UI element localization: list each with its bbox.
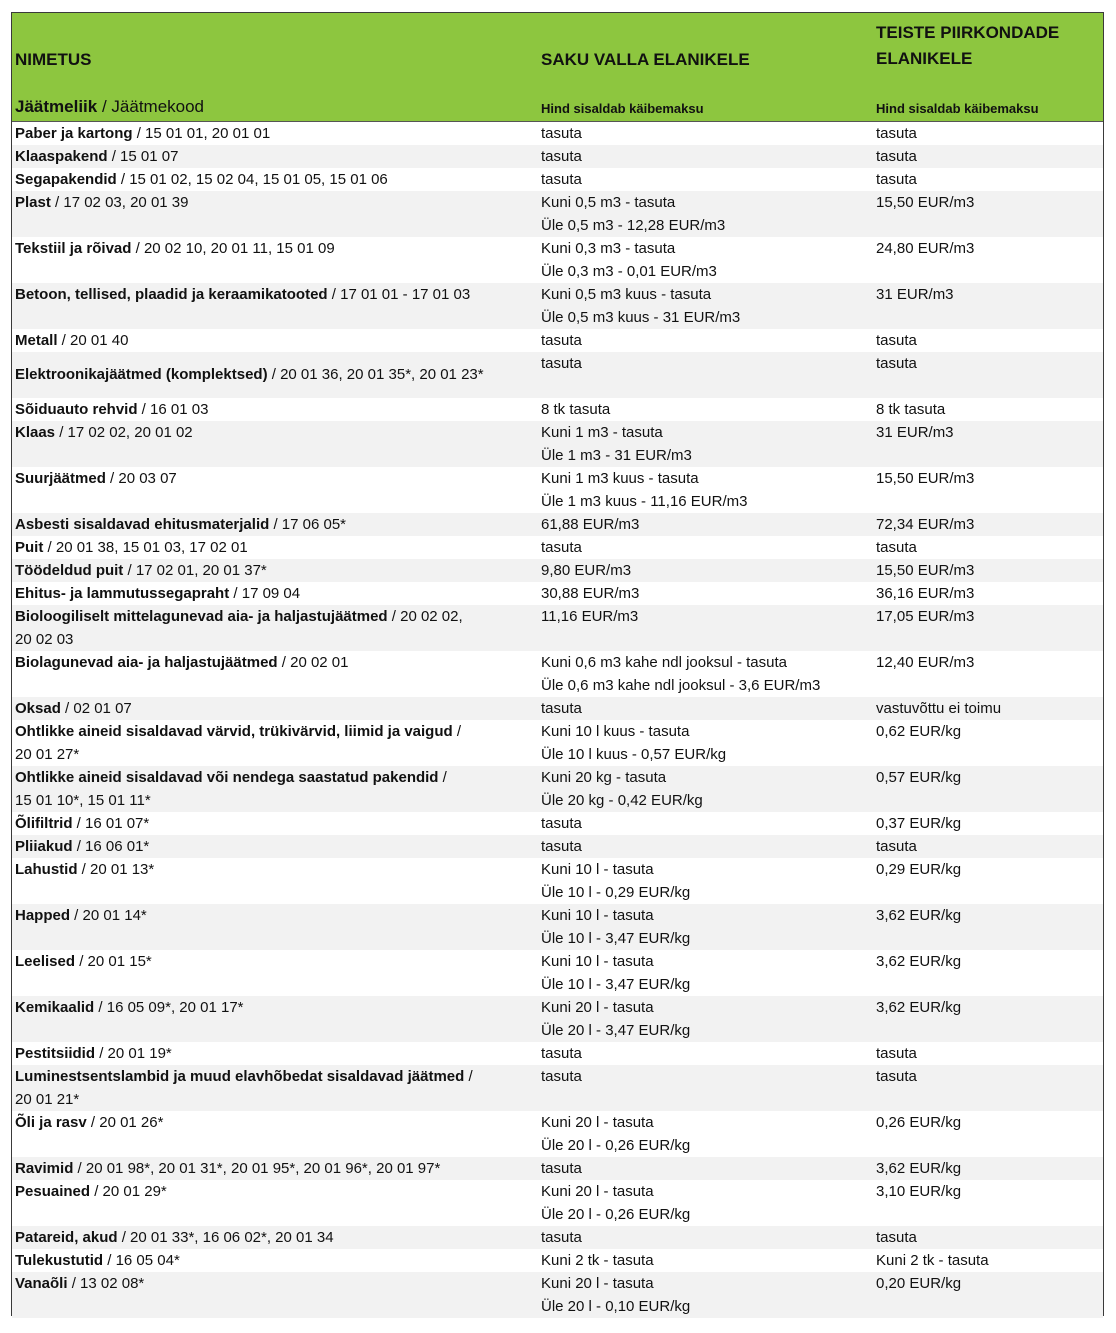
waste-name-cell bbox=[15, 605, 537, 651]
saku-price-cell: 30,88 EUR/m3 bbox=[541, 585, 640, 602]
waste-name-cell bbox=[15, 697, 537, 720]
other-region-price-cell: 15,50 EUR/m3 bbox=[876, 194, 975, 211]
table-row bbox=[12, 513, 1103, 536]
table-row bbox=[12, 835, 1103, 858]
saku-price-cell: Kuni 10 l - tasuta Üle 10 l - 0,29 EUR/kg bbox=[541, 861, 691, 901]
waste-code: / 16 01 07* bbox=[72, 815, 150, 832]
waste-type: Kemikaalid bbox=[15, 999, 95, 1016]
waste-name-cell bbox=[15, 283, 537, 306]
waste-name-cell bbox=[15, 720, 537, 766]
header-name-column bbox=[15, 13, 535, 121]
waste-type: Tekstiil ja rõivad bbox=[15, 240, 132, 257]
waste-type: Pestitsiidid bbox=[15, 1045, 96, 1062]
other-region-price-cell: 3,62 EUR/kg bbox=[876, 907, 962, 924]
other-region-price-cell: 72,34 EUR/m3 bbox=[876, 516, 975, 533]
waste-name-cell bbox=[15, 122, 537, 145]
saku-price-cell: tasuta bbox=[541, 1229, 582, 1246]
table-row bbox=[12, 536, 1103, 559]
table-row bbox=[12, 168, 1103, 191]
waste-type: Metall bbox=[15, 332, 58, 349]
table-row bbox=[12, 904, 1103, 950]
waste-name-cell bbox=[15, 191, 537, 214]
saku-price-cell: Kuni 0,5 m3 - tasuta Üle 0,5 m3 - 12,28 EUR/m3 bbox=[541, 194, 726, 234]
saku-price-cell: Kuni 0,6 m3 kahe ndl jooksul - tasuta Üle 0,6 m3 kahe ndl jooksul - 3,6 EUR/m3 bbox=[541, 654, 821, 694]
waste-code: / 20 02 10, 20 01 11, 15 01 09 bbox=[131, 240, 335, 257]
saku-price-cell: tasuta bbox=[541, 355, 582, 372]
waste-code: / 20 03 07 bbox=[105, 470, 177, 487]
other-region-price-cell: 36,16 EUR/m3 bbox=[876, 585, 975, 602]
table-row bbox=[12, 858, 1103, 904]
table-row bbox=[12, 697, 1103, 720]
saku-price-cell: Kuni 10 l - tasuta Üle 10 l - 3,47 EUR/kg bbox=[541, 907, 691, 947]
waste-code: / 20 01 36, 20 01 35*, 20 01 23* bbox=[267, 366, 484, 383]
table-row bbox=[12, 651, 1103, 697]
waste-name-cell bbox=[15, 950, 537, 973]
other-region-price-cell: 17,05 EUR/m3 bbox=[876, 608, 975, 625]
saku-price-cell: Kuni 20 l - tasuta Üle 20 l - 0,26 EUR/kg bbox=[541, 1183, 691, 1223]
waste-code: / 02 01 07 bbox=[60, 700, 132, 717]
header-saku-vat-note: Hind sisaldab käibemaksu bbox=[541, 101, 704, 116]
saku-price-cell: Kuni 20 l - tasuta Üle 20 l - 3,47 EUR/kg bbox=[541, 999, 691, 1039]
saku-price-cell: 9,80 EUR/m3 bbox=[541, 562, 632, 579]
table-row bbox=[12, 950, 1103, 996]
saku-price-cell: tasuta bbox=[541, 815, 582, 832]
waste-name-cell bbox=[15, 145, 537, 168]
waste-name-cell bbox=[15, 766, 537, 812]
waste-type: Pliiakud bbox=[15, 838, 73, 855]
other-region-price-cell: tasuta bbox=[876, 1068, 917, 1085]
table-row bbox=[12, 352, 1103, 398]
waste-name-cell bbox=[15, 168, 537, 191]
waste-name-cell bbox=[15, 858, 537, 881]
waste-name-cell bbox=[15, 559, 537, 582]
waste-code: / 20 02 01 bbox=[277, 654, 349, 671]
waste-name-cell bbox=[15, 1065, 537, 1111]
waste-code: / 20 01 15* bbox=[75, 953, 152, 970]
table-row bbox=[12, 1065, 1103, 1111]
other-region-price-cell: 0,37 EUR/kg bbox=[876, 815, 962, 832]
other-region-price-cell: 15,50 EUR/m3 bbox=[876, 562, 975, 579]
waste-type: Oksad bbox=[15, 700, 61, 717]
saku-price-cell: tasuta bbox=[541, 332, 582, 349]
waste-name-cell bbox=[15, 513, 537, 536]
waste-type: Leelised bbox=[15, 953, 76, 970]
table-row bbox=[12, 1226, 1103, 1249]
waste-type: Asbesti sisaldavad ehitusmaterjalid bbox=[15, 516, 270, 533]
waste-code: / 20 01 29* bbox=[90, 1183, 167, 1200]
waste-type: Segapakendid bbox=[15, 171, 117, 188]
other-region-price-cell: 15,50 EUR/m3 bbox=[876, 470, 975, 487]
waste-code: / 15 01 10*, 15 01 11* bbox=[15, 769, 447, 809]
table-row bbox=[12, 1111, 1103, 1157]
saku-price-cell: tasuta bbox=[541, 148, 582, 165]
waste-code: / 20 02 02, 20 02 03 bbox=[15, 608, 463, 648]
saku-price-cell: tasuta bbox=[541, 125, 582, 142]
waste-code: / 20 01 33*, 16 06 02*, 20 01 34 bbox=[117, 1229, 334, 1246]
other-region-price-cell: 0,57 EUR/kg bbox=[876, 769, 962, 786]
table-row bbox=[12, 766, 1103, 812]
waste-name-cell bbox=[15, 1157, 537, 1180]
waste-code: / 20 01 98*, 20 01 31*, 20 01 95*, 20 01 96*, 20 01 97* bbox=[73, 1160, 441, 1177]
waste-name-cell bbox=[15, 835, 537, 858]
other-region-price-cell: tasuta bbox=[876, 1045, 917, 1062]
saku-price-cell: Kuni 10 l kuus - tasuta Üle 10 l kuus - 0,57 EUR/kg bbox=[541, 723, 727, 763]
waste-name-cell bbox=[15, 398, 537, 421]
table-row bbox=[12, 1157, 1103, 1180]
waste-type: Elektroonikajäätmed (komplektsed) bbox=[15, 366, 268, 383]
table-row bbox=[12, 996, 1103, 1042]
other-region-price-cell: 31 EUR/m3 bbox=[876, 424, 954, 441]
other-region-price-cell: 0,26 EUR/kg bbox=[876, 1114, 962, 1131]
waste-name-cell bbox=[15, 421, 537, 444]
other-region-price-cell: tasuta bbox=[876, 838, 917, 855]
waste-type: Ohtlikke aineid sisaldavad värvid, trükivärvid, liimid ja vaigud bbox=[15, 723, 453, 740]
header-name-subtitle bbox=[15, 97, 204, 117]
waste-type: Biolagunevad aia- ja haljastujäätmed bbox=[15, 654, 278, 671]
table-row bbox=[12, 421, 1103, 467]
saku-price-cell: Kuni 0,3 m3 - tasuta Üle 0,3 m3 - 0,01 EUR/m3 bbox=[541, 240, 717, 280]
header-other-column bbox=[876, 13, 1102, 121]
waste-type: Happed bbox=[15, 907, 71, 924]
waste-name-cell bbox=[15, 651, 537, 674]
waste-name-cell bbox=[15, 329, 537, 352]
table-row bbox=[12, 145, 1103, 168]
waste-type: Vanaõli bbox=[15, 1275, 68, 1292]
other-region-price-cell: tasuta bbox=[876, 332, 917, 349]
saku-price-cell: 11,16 EUR/m3 bbox=[541, 608, 639, 625]
table-header bbox=[12, 13, 1103, 122]
waste-name-cell bbox=[15, 1272, 537, 1295]
waste-name-cell bbox=[15, 352, 537, 386]
table-row bbox=[12, 720, 1103, 766]
header-waste-code-label: / Jäätmekood bbox=[97, 97, 205, 116]
table-row bbox=[12, 1272, 1103, 1318]
waste-code: / 17 02 01, 20 01 37* bbox=[123, 562, 267, 579]
other-region-price-cell: tasuta bbox=[876, 539, 917, 556]
waste-type: Betoon, tellised, plaadid ja keraamikatooted bbox=[15, 286, 328, 303]
waste-type: Õlifiltrid bbox=[15, 815, 73, 832]
waste-type: Bioloogiliselt mittelagunevad aia- ja haljastujäätmed bbox=[15, 608, 388, 625]
waste-code: / 15 01 07 bbox=[107, 148, 179, 165]
waste-type: Ohtlikke aineid sisaldavad või nendega saastatud pakendid bbox=[15, 769, 439, 786]
waste-name-cell bbox=[15, 467, 537, 490]
waste-code: / 20 01 38, 15 01 03, 17 02 01 bbox=[43, 539, 248, 556]
other-region-price-cell: 0,62 EUR/kg bbox=[876, 723, 962, 740]
waste-type: Ravimid bbox=[15, 1160, 74, 1177]
other-region-price-cell: 12,40 EUR/m3 bbox=[876, 654, 975, 671]
waste-code: / 20 01 19* bbox=[95, 1045, 172, 1062]
waste-type: Puit bbox=[15, 539, 44, 556]
other-region-price-cell: 8 tk tasuta bbox=[876, 401, 946, 418]
waste-type: Luminestsentslambid ja muud elavhõbedat sisaldavad jäätmed bbox=[15, 1068, 465, 1085]
waste-code: / 17 01 01 - 17 01 03 bbox=[327, 286, 471, 303]
waste-type: Patareid, akud bbox=[15, 1229, 118, 1246]
other-region-price-cell: 0,29 EUR/kg bbox=[876, 861, 962, 878]
other-region-price-cell: 3,62 EUR/kg bbox=[876, 1160, 962, 1177]
price-table bbox=[11, 12, 1104, 1316]
other-region-price-cell: Kuni 2 tk - tasuta bbox=[876, 1252, 989, 1269]
other-region-price-cell: tasuta bbox=[876, 1229, 917, 1246]
other-region-price-cell: 31 EUR/m3 bbox=[876, 286, 954, 303]
other-region-price-cell: 3,62 EUR/kg bbox=[876, 953, 962, 970]
waste-name-cell bbox=[15, 1249, 537, 1272]
table-row bbox=[12, 812, 1103, 835]
header-saku-title: SAKU VALLA ELANIKELE bbox=[541, 50, 750, 69]
saku-price-cell: Kuni 0,5 m3 kuus - tasuta Üle 0,5 m3 kuus - 31 EUR/m3 bbox=[541, 286, 741, 326]
saku-price-cell: tasuta bbox=[541, 1068, 582, 1085]
waste-name-cell bbox=[15, 582, 537, 605]
waste-code: / 20 01 40 bbox=[57, 332, 129, 349]
waste-code: / 20 01 26* bbox=[86, 1114, 164, 1131]
waste-type: Õli ja rasv bbox=[15, 1114, 87, 1131]
saku-price-cell: tasuta bbox=[541, 700, 582, 717]
waste-type: Sõiduauto rehvid bbox=[15, 401, 138, 418]
other-region-price-cell: 0,20 EUR/kg bbox=[876, 1275, 962, 1292]
waste-code: / 20 01 27* bbox=[15, 723, 462, 763]
header-saku-column bbox=[541, 13, 871, 121]
waste-name-cell bbox=[15, 904, 537, 927]
saku-price-cell: 8 tk tasuta bbox=[541, 401, 611, 418]
saku-price-cell: Kuni 1 m3 - tasuta Üle 1 m3 - 31 EUR/m3 bbox=[541, 424, 692, 464]
other-region-price-cell: 24,80 EUR/m3 bbox=[876, 240, 975, 257]
table-row bbox=[12, 329, 1103, 352]
saku-price-cell: Kuni 10 l - tasuta Üle 10 l - 3,47 EUR/kg bbox=[541, 953, 691, 993]
waste-code: / 16 05 09*, 20 01 17* bbox=[94, 999, 244, 1016]
saku-price-cell: tasuta bbox=[541, 838, 582, 855]
waste-code: / 20 01 14* bbox=[70, 907, 147, 924]
waste-code: / 16 06 01* bbox=[72, 838, 150, 855]
table-row bbox=[12, 605, 1103, 651]
other-region-price-cell: tasuta bbox=[876, 171, 917, 188]
waste-name-cell bbox=[15, 996, 537, 1019]
saku-price-cell: Kuni 1 m3 kuus - tasuta Üle 1 m3 kuus - 11,16 EUR/m3 bbox=[541, 470, 748, 510]
other-region-price-cell: vastuvõttu ei toimu bbox=[876, 700, 1002, 717]
table-row bbox=[12, 1180, 1103, 1226]
waste-code: / 16 05 04* bbox=[103, 1252, 180, 1269]
waste-code: / 20 01 21* bbox=[15, 1068, 473, 1108]
saku-price-cell: Kuni 20 l - tasuta Üle 20 l - 0,26 EUR/kg bbox=[541, 1114, 691, 1154]
header-other-vat-note: Hind sisaldab käibemaksu bbox=[876, 101, 1039, 116]
waste-type: Paber ja kartong bbox=[15, 125, 133, 142]
saku-price-cell: tasuta bbox=[541, 171, 582, 188]
table-row bbox=[12, 237, 1103, 283]
saku-price-cell: tasuta bbox=[541, 539, 582, 556]
waste-code: / 13 02 08* bbox=[67, 1275, 145, 1292]
table-row bbox=[12, 582, 1103, 605]
saku-price-cell: tasuta bbox=[541, 1160, 582, 1177]
waste-name-cell bbox=[15, 1180, 537, 1203]
waste-name-cell bbox=[15, 536, 537, 559]
saku-price-cell: Kuni 20 l - tasuta Üle 20 l - 0,10 EUR/kg bbox=[541, 1275, 691, 1315]
waste-code: / 17 02 03, 20 01 39 bbox=[50, 194, 189, 211]
waste-code: / 15 01 02, 15 02 04, 15 01 05, 15 01 06 bbox=[116, 171, 388, 188]
waste-type: Klaas bbox=[15, 424, 56, 441]
other-region-price-cell: tasuta bbox=[876, 125, 917, 142]
other-region-price-cell: tasuta bbox=[876, 148, 917, 165]
waste-code: / 16 01 03 bbox=[137, 401, 209, 418]
other-region-price-cell: 3,62 EUR/kg bbox=[876, 999, 962, 1016]
other-region-price-cell: 3,10 EUR/kg bbox=[876, 1183, 962, 1200]
saku-price-cell: Kuni 20 kg - tasuta Üle 20 kg - 0,42 EUR/kg bbox=[541, 769, 703, 809]
table-row bbox=[12, 1249, 1103, 1272]
waste-type: Suurjäätmed bbox=[15, 470, 106, 487]
waste-name-cell bbox=[15, 1042, 537, 1065]
waste-type: Tulekustutid bbox=[15, 1252, 104, 1269]
waste-name-cell bbox=[15, 1226, 537, 1249]
waste-code: / 15 01 01, 20 01 01 bbox=[132, 125, 271, 142]
waste-type: Töödeldud puit bbox=[15, 562, 124, 579]
table-row bbox=[12, 191, 1103, 237]
waste-type: Plast bbox=[15, 194, 51, 211]
table-row bbox=[12, 559, 1103, 582]
waste-name-cell bbox=[15, 237, 537, 260]
saku-price-cell: tasuta bbox=[541, 1045, 582, 1062]
header-other-title: TEISTE PIIRKONDADE ELANIKELE bbox=[876, 23, 1060, 68]
header-name-title: NIMETUS bbox=[15, 50, 92, 69]
waste-code: / 17 02 02, 20 01 02 bbox=[55, 424, 193, 441]
waste-name-cell bbox=[15, 812, 537, 835]
table-row bbox=[12, 398, 1103, 421]
header-waste-type-label: Jäätmeliik bbox=[15, 97, 98, 116]
table-row bbox=[12, 467, 1103, 513]
waste-type: Ehitus- ja lammutussegapraht bbox=[15, 585, 230, 602]
waste-name-cell bbox=[15, 1111, 537, 1134]
waste-type: Lahustid bbox=[15, 861, 78, 878]
table-row bbox=[12, 1042, 1103, 1065]
waste-code: / 17 06 05* bbox=[269, 516, 347, 533]
saku-price-cell: 61,88 EUR/m3 bbox=[541, 516, 640, 533]
waste-type: Klaaspakend bbox=[15, 148, 108, 165]
saku-price-cell: Kuni 2 tk - tasuta bbox=[541, 1252, 654, 1269]
other-region-price-cell: tasuta bbox=[876, 355, 917, 372]
table-row bbox=[12, 283, 1103, 329]
waste-type: Pesuained bbox=[15, 1183, 91, 1200]
waste-code: / 17 09 04 bbox=[229, 585, 301, 602]
table-row bbox=[12, 122, 1103, 145]
waste-code: / 20 01 13* bbox=[77, 861, 155, 878]
